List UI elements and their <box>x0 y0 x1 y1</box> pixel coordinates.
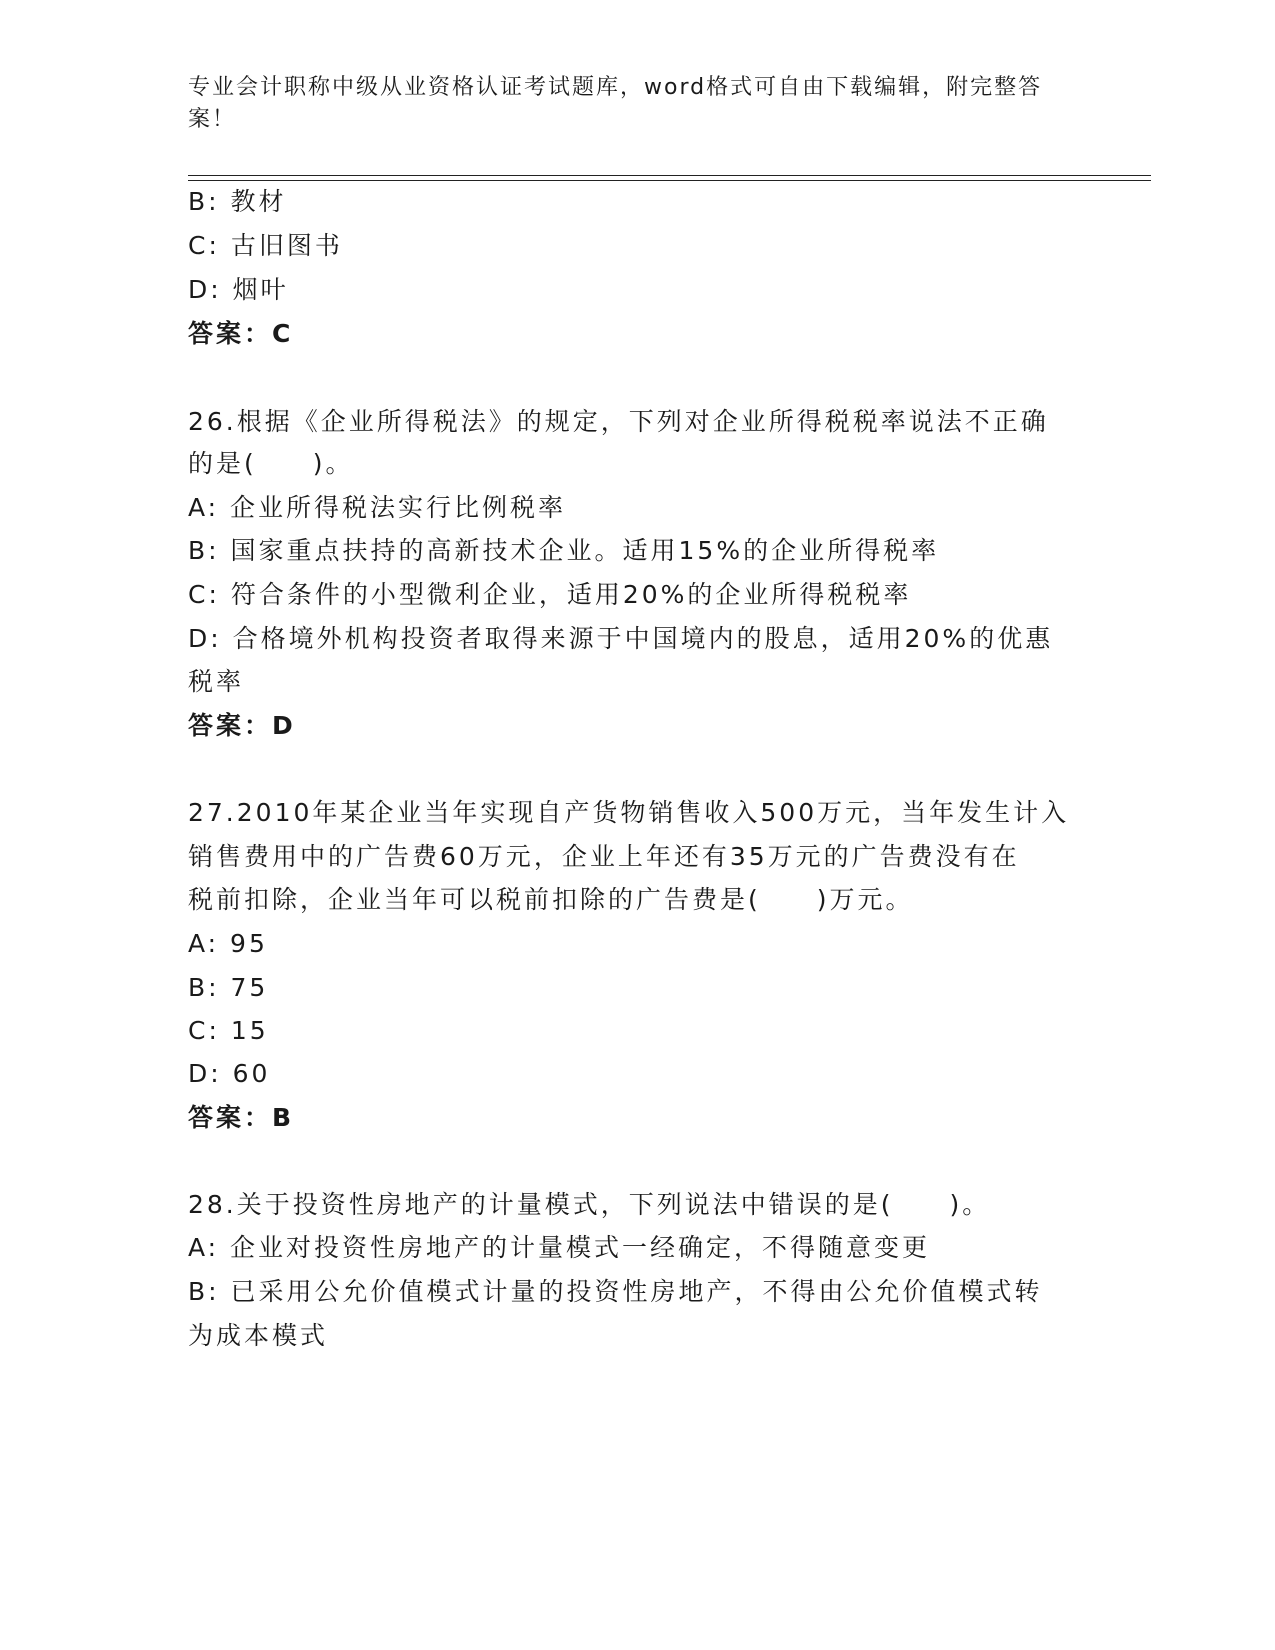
q27-option-d: D: 60 <box>188 1059 271 1088</box>
q25-option-b: B: 教材 <box>188 187 287 216</box>
q25-option-c: C: 古旧图书 <box>188 231 343 260</box>
q26-stem-line-1: 26.根据《企业所得税法》的规定，下列对企业所得税税率说法不正确 <box>188 407 1049 436</box>
q26-option-a: A: 企业所得税法实行比例税率 <box>188 493 567 522</box>
q26-option-b: B: 国家重点扶持的高新技术企业。适用15%的企业所得税率 <box>188 536 940 565</box>
q28-stem-line-1: 28.关于投资性房地产的计量模式，下列说法中错误的是( )。 <box>188 1190 991 1219</box>
q27-option-b: B: 75 <box>188 973 269 1002</box>
q27-option-c: C: 15 <box>188 1016 269 1045</box>
q27-answer: 答案：B <box>188 1103 295 1132</box>
q26-option-d-line-1: D: 合格境外机构投资者取得来源于中国境内的股息，适用20%的优惠 <box>188 624 1054 653</box>
q26-answer: 答案：D <box>188 711 296 740</box>
q28-option-b-line-1: B: 已采用公允价值模式计量的投资性房地产，不得由公允价值模式转 <box>188 1277 1043 1306</box>
header-divider <box>188 175 1151 181</box>
q27-stem-line-1: 27.2010年某企业当年实现自产货物销售收入500万元，当年发生计入 <box>188 798 1070 827</box>
q27-option-a: A: 95 <box>188 929 268 958</box>
q26-option-c: C: 符合条件的小型微利企业，适用20%的企业所得税税率 <box>188 580 912 609</box>
q27-stem-line-3: 税前扣除，企业当年可以税前扣除的广告费是( )万元。 <box>188 885 914 914</box>
q25-option-d: D: 烟叶 <box>188 275 289 304</box>
q26-option-d-line-2: 税率 <box>188 667 245 696</box>
header-line-2: 案！ <box>188 107 237 132</box>
q26-stem-line-2: 的是( )。 <box>188 449 354 478</box>
header-line-1: 专业会计职称中级从业资格认证考试题库，word格式可自由下载编辑，附完整答 <box>188 75 1043 100</box>
page-header <box>188 72 1068 136</box>
q25-answer: 答案：C <box>188 319 294 348</box>
q28-option-b-line-2: 为成本模式 <box>188 1321 329 1350</box>
q28-option-a: A: 企业对投资性房地产的计量模式一经确定，不得随意变更 <box>188 1233 931 1262</box>
q27-stem-line-2: 销售费用中的广告费60万元，企业上年还有35万元的广告费没有在 <box>188 842 1020 871</box>
